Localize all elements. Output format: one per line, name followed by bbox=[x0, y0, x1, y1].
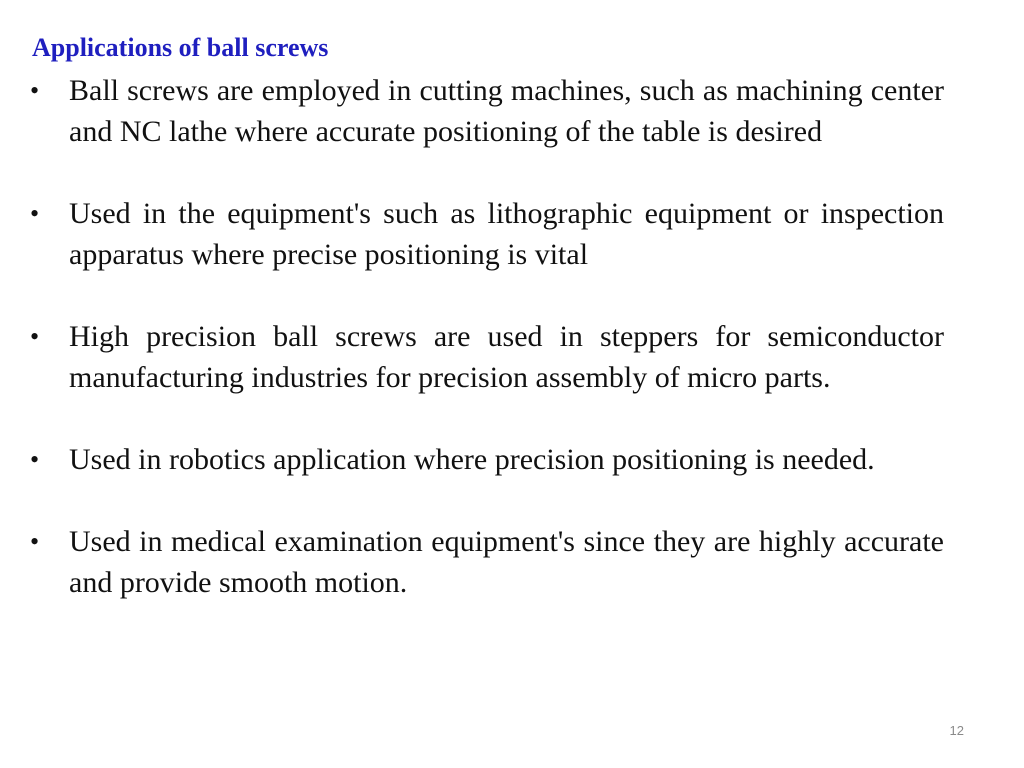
bullet-icon: • bbox=[30, 322, 40, 351]
slide-number: 12 bbox=[949, 723, 964, 738]
bullet-list bbox=[30, 70, 944, 603]
list-item bbox=[30, 70, 944, 152]
list-item bbox=[30, 193, 944, 275]
bullet-text: Used in robotics application where precision positioning is needed. bbox=[69, 443, 875, 476]
bullet-text: High precision ball screws are used in steppers for semiconductor manufacturing industries for precision assembly of micro parts. bbox=[69, 320, 944, 394]
bullet-icon: • bbox=[30, 199, 40, 228]
bullet-text: Used in medical examination equipment's since they are highly accurate and provide smooth motion. bbox=[69, 525, 944, 599]
bullet-icon: • bbox=[30, 76, 40, 105]
bullet-text: Ball screws are employed in cutting machines, such as machining center and NC lathe where accurate positioning of the table is desired bbox=[69, 74, 944, 148]
slide-title: Applications of ball screws bbox=[32, 33, 329, 62]
list-item bbox=[30, 439, 944, 480]
list-item bbox=[30, 316, 944, 398]
bullet-icon: • bbox=[30, 445, 40, 474]
bullet-icon: • bbox=[30, 527, 40, 556]
bullet-text: Used in the equipment's such as lithographic equipment or inspection apparatus where precise positioning is vital bbox=[69, 197, 944, 271]
list-item bbox=[30, 521, 944, 603]
